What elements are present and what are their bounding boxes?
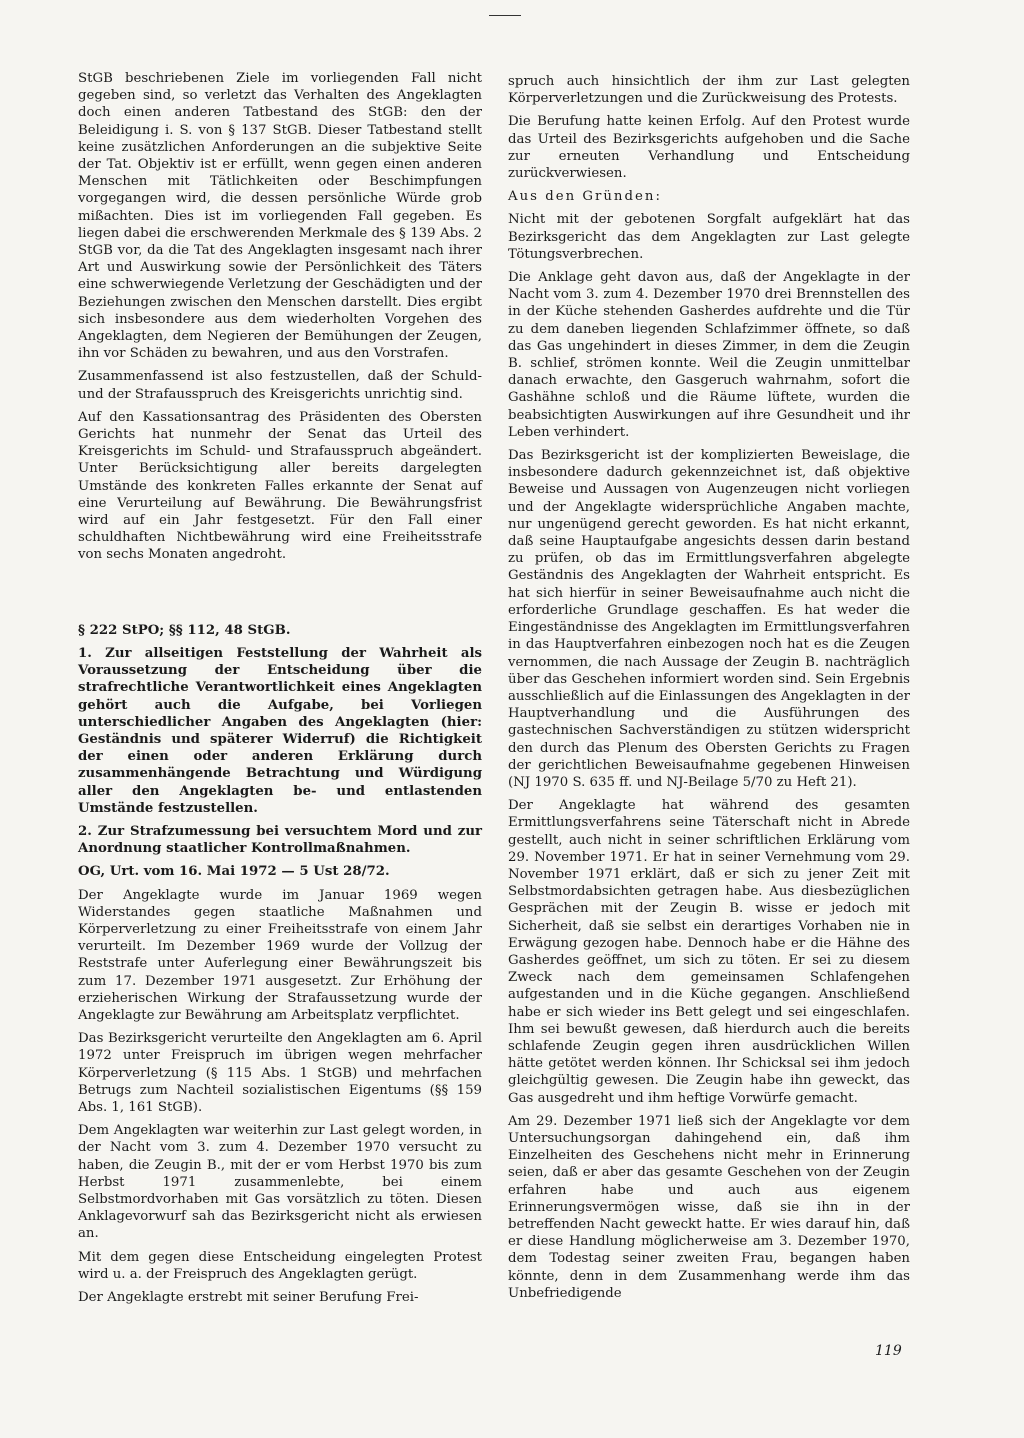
column-gap [78,570,482,622]
paragraph: StGB beschriebenen Ziele im vorliegenden Fall nicht gegeben sind, so verletzt das Verhalten des Angeklagten doch einen anderen Tatbestand des StGB: den der Beleidigung i. S. von § 137 StGB. Dieser Tatbestand stellt keine zusätzlichen Anforderungen an die subjektive Seite der Tat. Objektiv ist er erfüllt, wenn gegen einen anderen Menschen mit Tätlichkeiten oder Beschimpfungen vorgegangen wird, die dessen persönliche Würde grob mißachten. Dies ist im vorliegenden Fall gegeben. Es liegen dabei die erschwerenden Merkmale des § 139 Abs. 2 StGB vor, da die Tat des Angeklagten insgesamt nach ihrer Art und Auswirkung sowie der Persönlichkeit des Täters eine schwerwiegende Verletzung der Geschädigten und der Beziehungen zwischen den Menschen darstellt. Dies ergibt sich insbesondere aus dem wiederholten Vorgehen des Angeklagten, dem Negieren der Bemühungen der Zeugen, ihn vor Schäden zu bewahren, und aus den Vorstrafen. [78,71,482,362]
paragraph: Zusammenfassend ist also festzustellen, daß der Schuld- und der Strafausspruch des Kreisgerichts unrichtig sind. [78,369,482,402]
leitsatz-2: 2. Zur Strafzumessung bei versuchtem Mord und zur Anordnung staatlicher Kontrollmaßnahmen. [78,823,482,857]
paragraph: Die Anklage geht davon aus, daß der Angeklagte in der Nacht vom 3. zum 4. Dezember 1970 drei Brennstellen des in der Küche stehenden Gasherdes aufdrehte und die Tür zu dem daneben liegenden Schlafzimmer öffnete, so daß das Gas ungehindert in dieses Zimmer, in dem die Zeugin B. schlief, strömen konnte. Weil die Zeugin unmittelbar danach erwachte, den Gasgeruch wahrnahm, sofort die Gashähne schloß und die Räume lüftete, wurden die beabsichtigten Auswirkungen auf ihre Gesundheit und ihr Leben verhindert. [508,270,910,440]
paragraph: Auf den Kassationsantrag des Präsidenten des Obersten Gerichts hat nunmehr der Senat das Urteil des Kreisgerichts im Schuld- und Strafausspruch abgeändert. Unter Berücksichtigung aller bereits dargelegten Umstände des konkreten Falles erkannte der Senat auf eine Verurteilung auf Bewährung. Die Bewährungsfrist wird auf ein Jahr festgesetzt. Für den Fall einer schuldhaften Nichtbewährung wird eine Freiheitsstrafe von sechs Monaten angedroht. [78,409,482,563]
paragraph: Das Bezirksgericht verurteilte den Angeklagten am 6. April 1972 unter Freispruch im übrigen wegen mehrfacher Körperverletzung (§ 115 Abs. 1 StGB) und mehrfachen Betrugs zum Nachteil sozialistischen Eigentums (§§ 159 Abs. 1, 161 StGB). [78,1031,482,1115]
section-heading: Aus den Gründen: [508,189,662,205]
right-column [508,73,910,1308]
paragraph: Das Bezirksgericht ist der komplizierten Beweislage, die insbesondere dadurch gekennzeichnet ist, daß objektive Beweise und Aussagen von Augenzeugen nicht vorliegen und der Angeklagte widersprüchliche Angaben machte, nur ungenügend gerecht geworden. Es hat nicht erkannt, daß seine Hauptaufgabe angesichts dessen darin bestand zu prüfen, ob das im Ermittlungsverfahren abgelegte Geständnis des Angeklagten der Wahrheit entspricht. Es hat sich hierfür in seiner Beweisaufnahme auch nicht die erforderliche Grundlage geschaffen. Es hat weder die Eingeständnisse des Angeklagten im Ermittlungsverfahren in das Hauptverfahren einbezogen noch hat es die Zeugen vernommen, die nach Aussage der Zeugin B. nachträglich über das Geschehen informiert worden sind. Sein Ergebnis ausschließlich auf die Einlassungen des Angeklagten in der Hauptverhandlung und die Ausführungen des gastechnischen Sachverständigen zu stützen widerspricht den durch das Plenum des Obersten Gerichts zu Fragen der gerichtlichen Beweisaufnahme gegebenen Hinweisen (NJ 1970 S. 635 ff. und NJ-Beilage 5/70 zu Heft 21). [508,448,910,790]
paragraph: Der Angeklagte hat während des gesamten Ermittlungsverfahrens seine Täterschaft nicht in Abrede gestellt, auch nicht in seiner schriftlichen Erklärung vom 29. November 1971. Er hat in seiner Vernehmung vom 29. November 1971 erklärt, daß er sich zu jener Zeit mit Selbstmordabsichten getragen habe. Aus diesbezüglichen Gesprächen mit der Zeugin B. wisse er jedoch mit Sicherheit, daß sie selbst ein derartiges Vorhaben nie in Erwägung gezogen habe. Dennoch habe er die Hähne des Gasherdes geöffnet, um sich zu töten. Er sei zu diesem Zweck nach dem gemeinsamen Schlafengehen aufgestanden und in die Küche gegangen. Anschließend habe er sich wieder ins Bett gelegt und sei eingeschlafen. Ihm sei bewußt gewesen, daß hierdurch auch die bereits schlafende Zeugin gegen ihren ausdrücklichen Willen hätte getötet werden können. Ihr Schicksal sei ihm jedoch gleichgültig gewesen. Die Zeugin habe ihn geweckt, das Gas ausgedreht und ihm heftige Vorwürfe gemacht. [508,798,910,1106]
page-top-mark [489,15,521,16]
norm-reference: § 222 StPO; §§ 112, 48 StGB. [78,622,291,638]
paragraph: Dem Angeklagten war weiterhin zur Last gelegt worden, in der Nacht vom 3. zum 4. Dezember 1970 versucht zu haben, die Zeugin B., mit der er vom Herbst 1970 bis zum Herbst 1971 zusammenlebte, bei einem Selbstmordvorhaben mit Gas vorsätzlich zu töten. Diesen Anklagevorwurf sah das Bezirksgericht nicht als erwiesen an. [78,1123,482,1242]
paragraph: Mit dem gegen diese Entscheidung eingelegten Protest wird u. a. der Freispruch des Angeklagten gerügt. [78,1249,482,1282]
page-number: 119 [875,1343,902,1359]
paragraph: Der Angeklagte wurde im Januar 1969 wegen Widerstandes gegen staatliche Maßnahmen und Körperverletzung zu einer Freiheitsstrafe von einem Jahr verurteilt. Im Dezember 1969 wurde der Vollzug der Reststrafe unter Auferlegung einer Bewährungszeit bis zum 17. Dezember 1971 ausgesetzt. Zur Erhöhung der erzieherischen Wirkung der Strafaussetzung wurde der Angeklagte zur Bewährung am Arbeitsplatz verpflichtet. [78,887,482,1023]
paragraph: Am 29. Dezember 1971 ließ sich der Angeklagte vor dem Untersuchungsorgan dahingehend ein, daß ihm Einzelheiten des Geschehens nicht mehr in Erinnerung seien, daß er aber das gesamte Geschehen von der Zeugin erfahren habe und auch aus eigenem Erinnerungsvermögen wisse, daß sie ihn in der betreffenden Nacht geweckt hatte. Er wies darauf hin, daß er diese Handlung möglicherweise am 3. Dezember 1970, dem Todestag seiner zweiten Frau, begangen haben könnte, denn in dem Zusammenhang werde ihm das Unbefriedigende [508,1113,910,1301]
decision-reference: OG, Urt. vom 16. Mai 1972 — 5 Ust 28/72. [78,864,390,880]
leitsatz-1: 1. Zur allseitigen Feststellung der Wahrheit als Voraussetzung der Entscheidung über die strafrechtliche Verantwortlichkeit eines Angeklagten gehört auch die Aufgabe, bei Vorliegen unterschiedlicher Angaben des Angeklagten (hier: Geständnis und späterer Widerruf) die Richtigkeit der einen oder anderen Erklärung durch zusammenhängende Betrachtung und Würdigung aller den Angeklagten be- und entlastenden Umstände festzustellen. [78,645,482,816]
paragraph: spruch auch hinsichtlich der ihm zur Last gelegten Körperverletzungen und die Zurückweisung des Protests. [508,74,910,107]
left-column [78,70,482,1312]
paragraph: Der Angeklagte erstrebt mit seiner Berufung Frei- [78,1290,419,1305]
paragraph: Nicht mit der gebotenen Sorgfalt aufgeklärt hat das Bezirksgericht das dem Angeklagten zur Last gelegte Tötungsverbrechen. [508,212,910,262]
paragraph: Die Berufung hatte keinen Erfolg. Auf den Protest wurde das Urteil des Bezirksgerichts aufgehoben und die Sache zur erneuten Verhandlung und Entscheidung zurückverwiesen. [508,114,910,182]
